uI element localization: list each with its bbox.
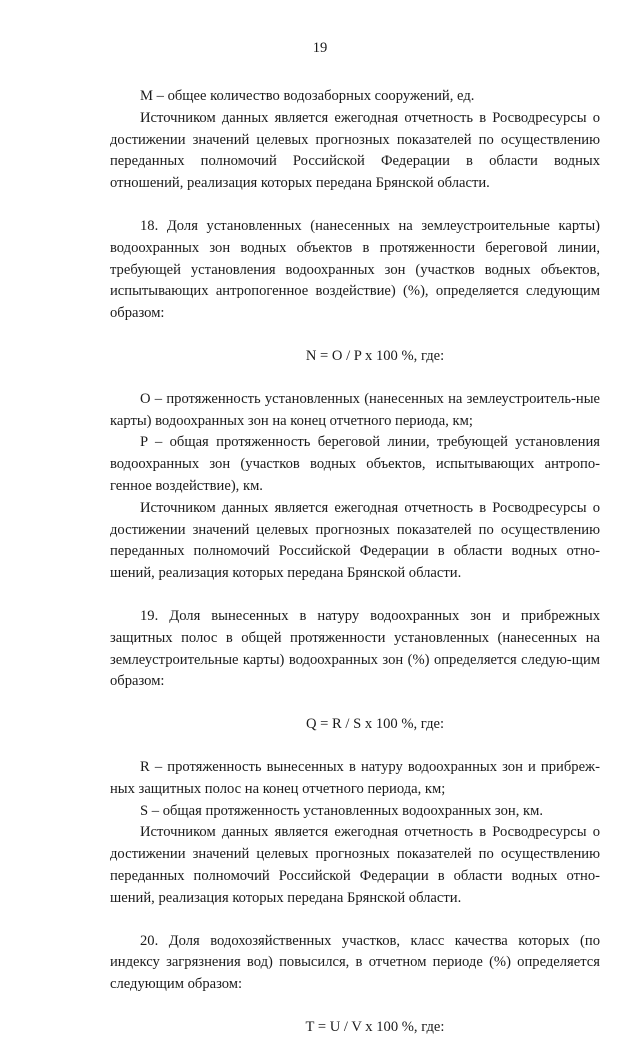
item-20-paragraph: 20. Доля водохозяйственных участков, класс качества которых (по индексу загрязнения вод) повысился, в отчетном периоде (%) определяется следующим образом: (110, 932, 600, 993)
data-source-paragraph: Источником данных является ежегодная отчетность в Росводресурсы о достижении значений целевых прогнозных показателей по осуществлению переданных полномочий Российской Федерации в области водных отно-шений, реализация которых передана Брянской области. (110, 824, 600, 906)
data-source-paragraph: Источником данных является ежегодная отчетность в Росводресурсы о достижении значений целевых прогнозных показателей по осуществлению переданных полномочий Российской Федерации в области водных отно-шений, реализация которых передана Брянской области. (110, 499, 600, 582)
formula-t: T = U / V x 100 %, где: (305, 1018, 445, 1035)
data-source-paragraph: Источником данных является ежегодная отчетность в Росводресурсы о достижении значений целевых прогнозных показателей по осуществлению переданных полномочий Российской Федерации в области водных отношений, реализация которых передана Брянской области. (110, 109, 600, 192)
definition-o: O – протяженность установленных (нанесенных на землеустроитель-ные карты) водоохранных зон на конец отчетного периода, км; (110, 390, 600, 429)
definition-s: S – общая протяженность установленных водоохранных зон, км. (140, 802, 543, 819)
item-18-paragraph: 18. Доля установленных (нанесенных на землеустроительные карты) водоохранных зон водных объектов в протяженности береговой линии, требующей установления водоохранных зон (участков водных объектов, испытывающих антропогенное воздействие) (%), определяется следующим образом: (110, 217, 600, 322)
definition-r: R – протяженность вынесенных в натуру водоохранных зон и прибреж-ных защитных полос на конец отчетного периода, км; (110, 758, 600, 797)
formula-n: N = O / P x 100 %, где: (305, 347, 445, 364)
definition-m: M – общее количество водозаборных сооружений, ед. (140, 88, 475, 104)
formula-q: Q = R / S x 100 %, где: (305, 716, 445, 733)
document-body (110, 86, 600, 1039)
page-number: 19 (312, 40, 328, 56)
item-19-paragraph: 19. Доля вынесенных в натуру водоохранных зон и прибрежных защитных полос в общей протяженности установленных (нанесенных на землеустроительные карты) водоохранных зон (%) определяется следую-щим образом: (110, 607, 600, 690)
definition-p: P – общая протяженность береговой линии, требующей установления водоохранных зон (участков водных объектов, испытывающих антропо-генное воздействие), км. (110, 434, 600, 494)
